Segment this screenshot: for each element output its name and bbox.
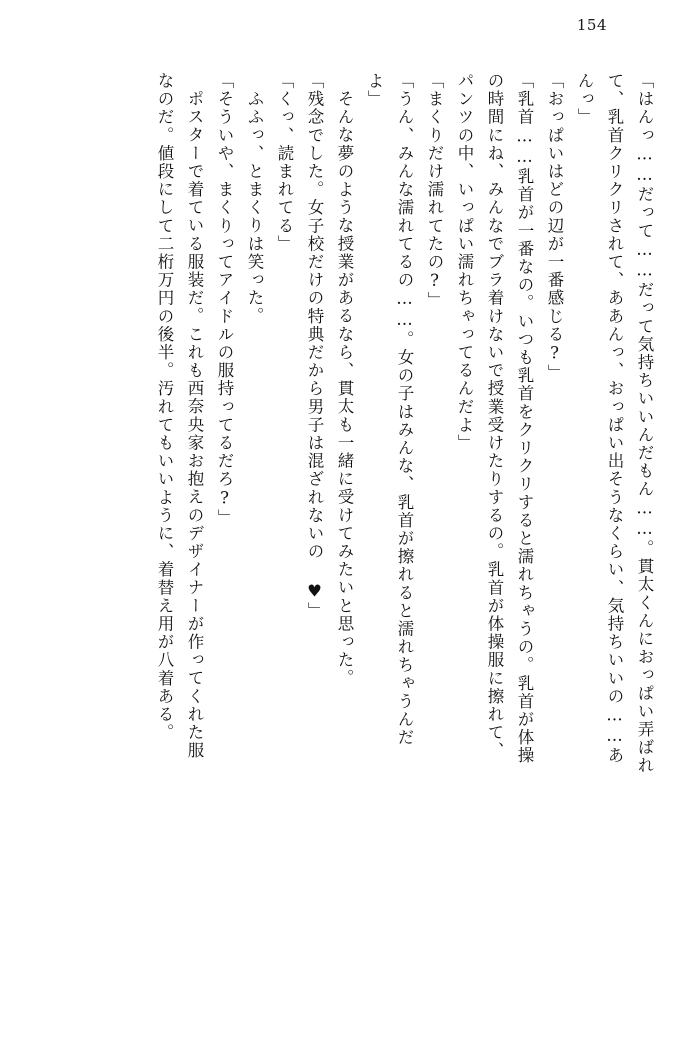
text-line: て、乳首クリクリされて、ああんっ、おっぱい出そうなくらい、気持ちいいの……あ (605, 72, 624, 765)
text-line: 「まくりだけ濡れてたの?」 (425, 72, 444, 310)
text-line: 「おっぱいはどの辺が一番感じる?」 (545, 72, 564, 383)
text-line: 「うん、みんな濡れてるの……。女の子はみんな、乳首が擦れると濡れちゃうんだ (395, 72, 414, 747)
text-line: 「乳首……乳首が一番なの。いつも乳首をクリクリすると濡れちゃうの。乳首が体操 (515, 72, 534, 765)
text-line: 「くっ、読まれてる」 (275, 72, 294, 253)
text-line: なのだ。値段にして二桁万円の後半。汚れてもいいように、着替え用が八着ある。 (155, 72, 174, 742)
text-line: よ」 (365, 72, 384, 109)
text-line: ポスターで着ている服装だ。これも西奈央家お抱えのデザイナーが作ってくれた服 (185, 90, 204, 760)
text-line: パンツの中、いっぱい濡れちゃってるんだよ」 (455, 72, 474, 453)
text-line: 「そういや、まくりってアイドルの服持ってるだろ?」 (215, 72, 234, 527)
vertical-text-block (38, 72, 659, 1002)
text-line: 「はんっ……だって……だって気持ちいいんだもん……。貫太くんにおっぱい弄ばれ (635, 72, 654, 775)
text-line: んっ」 (575, 72, 594, 127)
text-line: ふふっ、とまくりは笑った。 (245, 90, 264, 326)
text-line: の時間にね、みんなでブラ着けないで授業受けたりするの。乳首が体操服に擦れて、 (485, 72, 504, 760)
text-line: 「残念でした。女子校だけの特典だから男子は混ざれないの ♥」 (305, 72, 324, 620)
text-line: そんな夢のような授業があるなら、貫太も一緒に受けてみたいと思った。 (335, 90, 354, 688)
page-number: 154 (576, 16, 607, 34)
